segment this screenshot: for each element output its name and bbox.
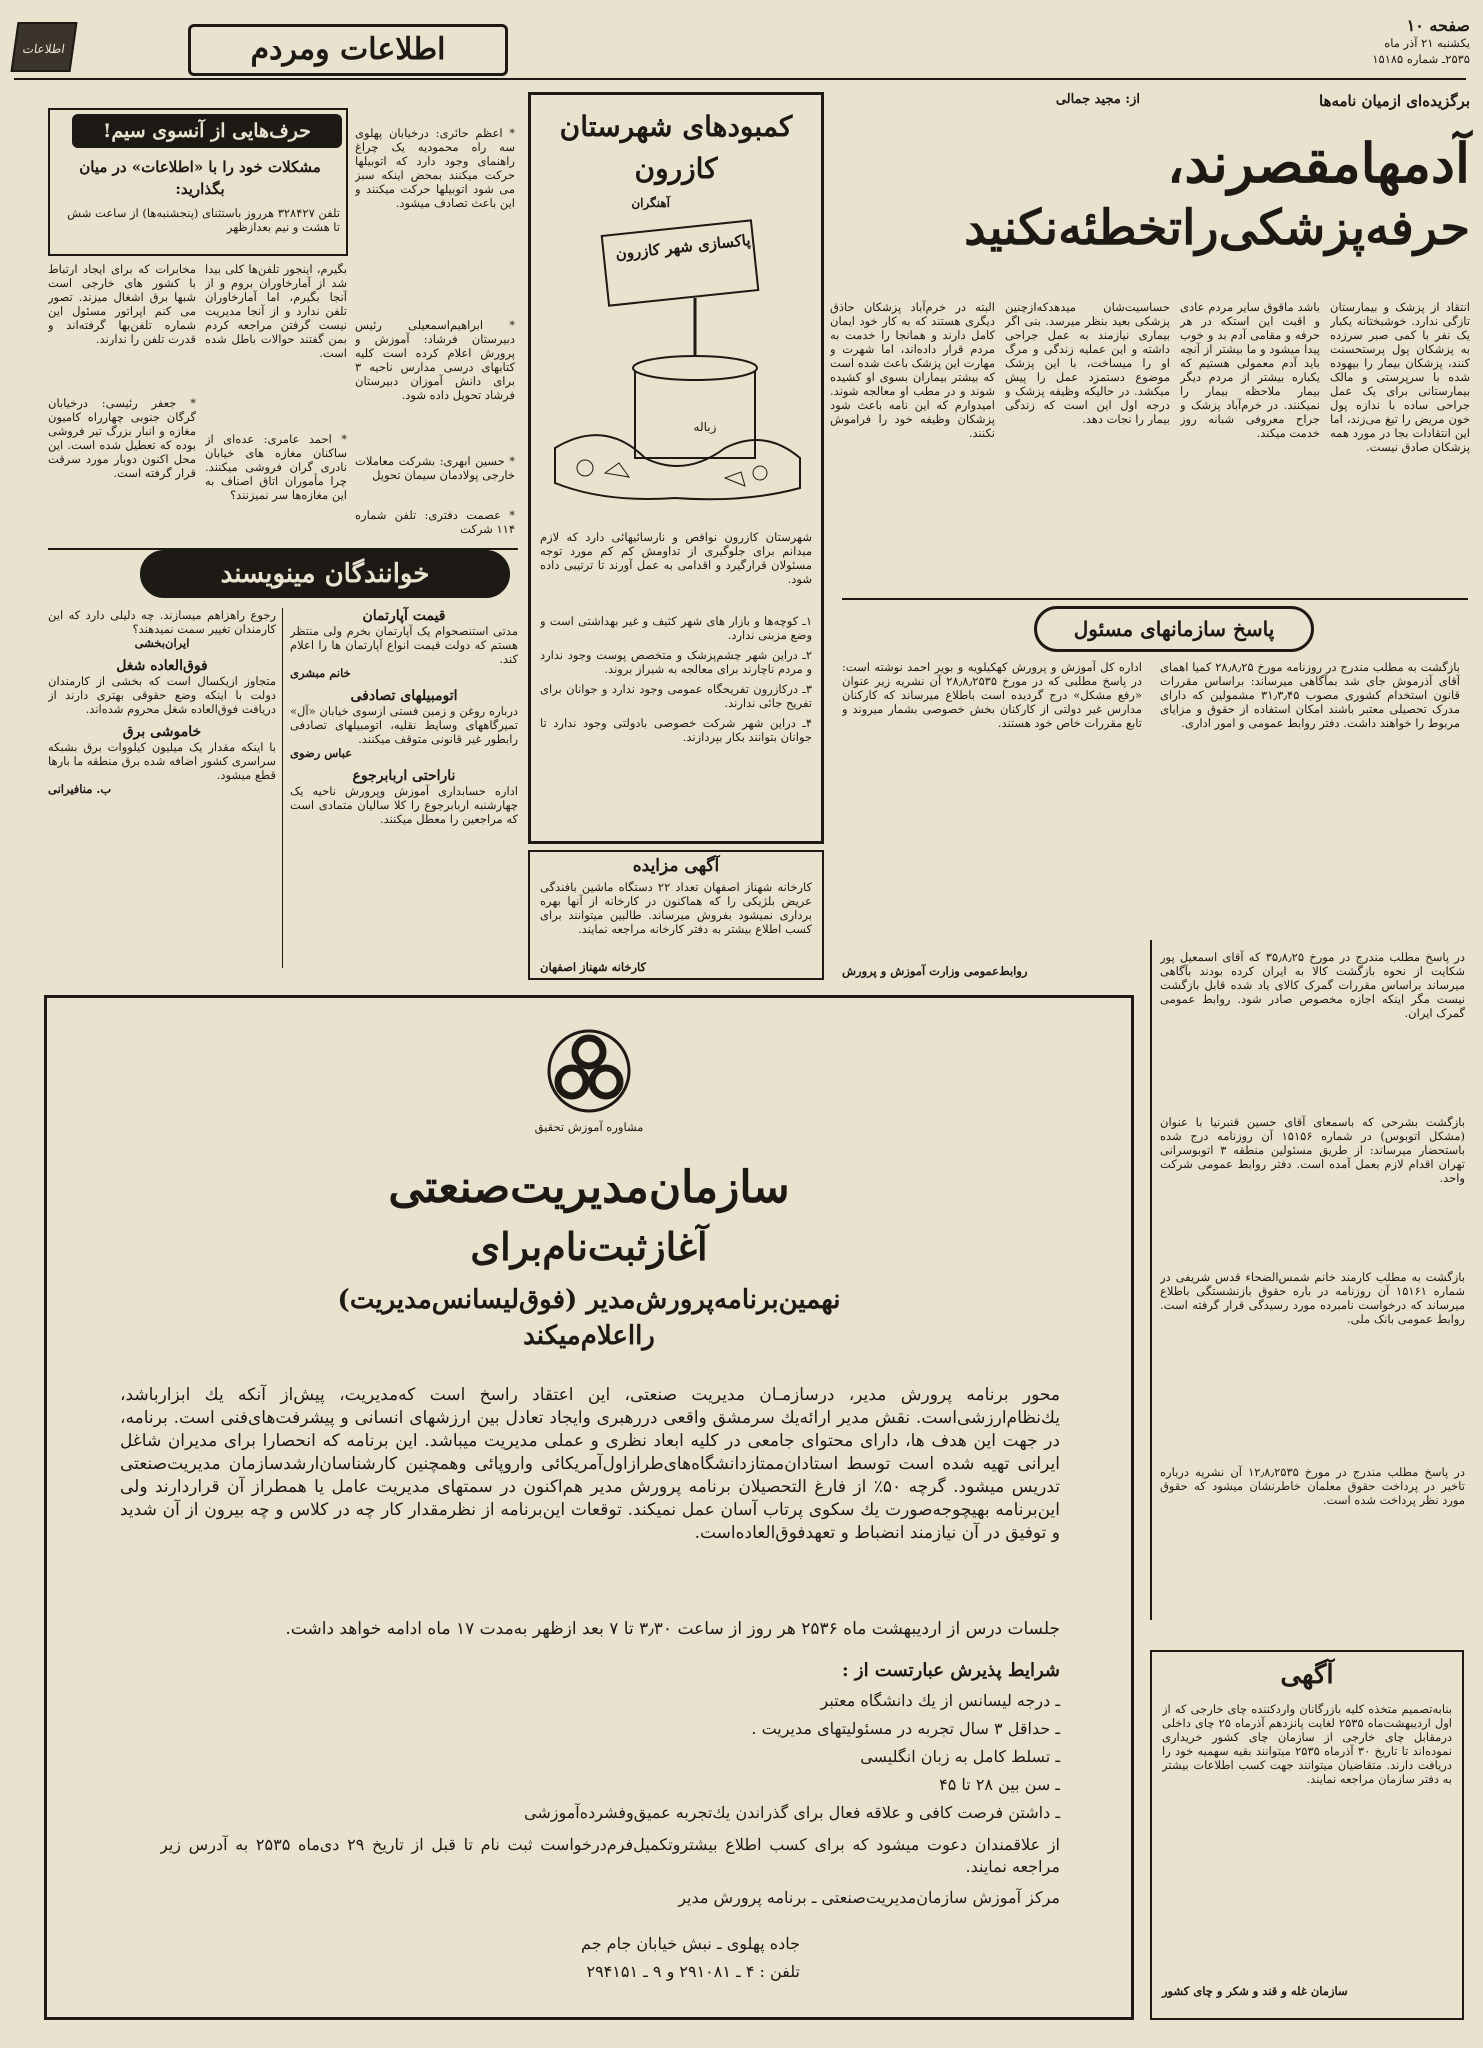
reader-letter-body: درباره روغن و زمین فستی ازسوی خیابان «آل» تمیرگاههای وسایط نقلیه، اتومبیلهای تصادفی رابطور غیر قانونی متوقف میکنند.: [290, 704, 518, 746]
reader-letter-sign: ب. منافیرانی: [48, 782, 112, 796]
pasokh-sign: روابط‌عمومی وزارت آموزش و پرورش: [842, 964, 1028, 978]
kamboud-title: کمبودهای شهرستان: [559, 110, 793, 143]
ad-address: جاده پهلوی ـ نبش خیابان جام جم: [581, 1934, 800, 1953]
kamboud-byline: آهنگران: [631, 196, 670, 210]
feature-col-3: حساسیت‌شان میدهدکه‌ازچنین پزشکی بعید بنظر میرسد. بنی اگر بیماری نیازمند به عمل جراحی داشته و این عملیه زندگی و مرگ او را میساخت، با این پزشک موضوع دستمزد عمل را پیش میکشد. در حالیکه وظیفه پزشک و درجه اول این است که زندگی بیمار را نجات دهد.: [1005, 300, 1170, 426]
harfha-right-3: * حسین ابهری: بشرکت معاملات خارجی پولادمان سیمان تحویل: [355, 454, 515, 482]
far-right-body-1: در پاسخ مطلب مندرج در مورخ ۳۵٫۸٫۲۵ که آقای اسمعیل پور شکایت از نحوه بازگشت کالا به ایران کرده بودند بآگاهی میرساند براساس مقررات گمرک کالای یاد شده قابل بازگشت نیست مگر اینکه اجازه مخصوص صادر شود. روابط عمومی گمرک ایران.: [1160, 950, 1465, 1020]
reader-letter-body: رجوع راهزاهم میسازند. چه دلیلی دارد که این کارمندان تغییر سمت نمیدهند؟: [48, 608, 276, 636]
reader-letter-heading: قیمت آپارتمان: [362, 608, 446, 624]
agahi-mozayede-body: کارخانه شهناز اصفهان تعداد ۲۲ دستگاه ماشین بافندگی عریض بلژیکی را که هماکنون در کارخانه از آنها بهره برداری نمیشود بفروش میرساند. طالبین میتوانند برای کسب اطلاع بیشتر به دفتر کارخانه مراجعه نمایند.: [540, 880, 812, 936]
agahi-mozayede-title: آگهی مزایده: [632, 856, 720, 876]
reader-letter-body: با اینکه مقدار یک میلیون کیلووات برق بشبکه سراسری کشور اضافه شده برق منطقه ما بارها قطع میشود.: [48, 740, 276, 782]
reader-letter-sign: خانم مبشری: [290, 666, 351, 680]
kamboud-intro: شهرستان کازرون نوافص و نارسائیهائی دارد که لازم میدانم برای جلوگیری از تداومش کم کم مورد توجه مسئولان قرارگیرد و اقدامی به عمل آورند تا ترتیبی داده شود.: [540, 530, 812, 586]
ad-schedule: جلسات درس از اردیبهشت ماه ۲۵۳۶ هر روز از ساعت ۳٫۳۰ تا ۷ بعد ازظهر به‌مدت ۱۷ ماه ادامه خواهد داشت.: [285, 1619, 1060, 1639]
reader-letter-heading: فوق‌العاده شغل: [116, 658, 208, 674]
feature-col-4: البته در خرم‌آباد پزشکان حاذق دیگری هستند که به کار خود ایمان کامل دارند و همانجا را خدمت به مردم قرار داده‌اند، اما شهرت و مهارت این پزشک باعث شده است که بیشتر بیماران بسوی او کشیده شوند و در مطب او معالجه شوند. امیدوارم که این نامه باعث شود پزشکان وظیفه خود را فراموش نکنند.: [830, 300, 995, 440]
feature-kicker: برگزیده‌ای ازمیان نامه‌ها: [1319, 92, 1470, 110]
reader-letter-body: اداره حسابداری آموزش وپرورش ناحیه یک چهارشنبه اربابرجوع را کلا سالیان متمادی است که مراجعین را معطل میکنند.: [290, 784, 518, 826]
kamboud-item: ۴ـ دراین شهر شرکت خصوصی بادولتی وجود ندارد تا جوانان بتوانند بکار بپردازند.: [540, 716, 812, 744]
harfha-mid-1: بگیرم، اینجور تلفن‌ها کلی بیدا شد از آمارخاوران بروم و از آنجا بگیرم، اما آمارخاوران تلفن ندارد و از آنجا مدیریت نیست گرفتن مراجعه کردم بمن گفتند حوالات باطل شده است.: [205, 262, 347, 360]
ad-criteria-list: [360, 1690, 1060, 1830]
kamboud-cartoon-sign: پاکسازی شهر کازرون: [614, 230, 752, 264]
ad-logo-icon: [546, 1028, 632, 1114]
harfha-right-2: * ابراهیم‌اسمعیلی رئیس دبیرستان فرشاد: آموزش و پرورش اعلام کرده است کلیه کتابهای درسی مدارس ناحیه ۳ برای دانش آموزان دبیرستان فرشاد تحویل داده شود.: [355, 318, 515, 402]
kamboud-item: ۲ـ دراین شهر چشم‌پزشک و متخصص پوست وجود ندارد و مردم ناچارند برای معالجه به شیراز بروند.: [540, 648, 812, 676]
reader-letter-heading: ناراحتی اربابرجوع: [352, 768, 456, 784]
ad-center: مرکز آموزش سازمان‌مدیریت‌صنعتی ـ برنامه پرورش مدیر: [678, 1888, 1060, 1907]
pasokh-col-right: بازگشت به مطلب مندرج در روزنامه مورخ ۲۸٫۸٫۲۵ کمیا اهمای آقای آذرموش جای شد بمآگاهی میرساند: براساس مقررات قانون استخدام کشوری مصوب ۳۱٫۳٫۴۵ مشمولین که دارای مدرک تحصیلی معتبر باشند امکان استفاده از حقوق و مزایای مربوط را خواهند داشت. دفتر روابط عمومی و امور اداری.: [1160, 660, 1460, 730]
reader-letter-sign: عباس رضوی: [290, 746, 353, 760]
khanandegan-banner: خوانندگان مینویسند: [140, 550, 510, 598]
harfha-left-2: * جعفر رئیسی: درخیابان گرگان جنوبی چهارراه کامیون مغازه و انبار بزرگ تیر فروشی بوده که تعطیل شده است. این محل اکنون دوبار مورد سرقت قرار گرفته است.: [48, 396, 196, 480]
kamboud-subtitle: کازرون: [634, 152, 718, 185]
ad-logo-caption: مشاوره آموزش تحقیق: [534, 1120, 644, 1134]
ad-criteria-title: شرایط پذیرش عبارتست از :: [842, 1660, 1060, 1681]
date-line: یکشنبه ۲۱ آذر ماه: [1384, 36, 1470, 50]
harfha-mid-2: * احمد عامری: عده‌ای از ساکنان مغازه های خیابان نادری گران فروشی میکنند. چرا مأموران اتاق اصناف به این مغازه‌ها سر نمیزنند؟: [205, 432, 347, 502]
ad-criterion: ـ سن بین ۲۸ تا ۴۵: [939, 1775, 1060, 1794]
agahi-chai-body: بنابه‌تصمیم متخذه کلیه بازرگانان واردکننده چای خارجی که از اول اردیبهشت‌ماه ۲۵۳۵ لغایت پانزدهم آذرماه ۲۵ چای داخلی درمقابل چای خارجی از سازمان چای کشور خریداری نموده‌اند تا تاریخ ۳۰ آذرماه ۲۵۳۵ میتوانند بقیه سهمیه خود را دریافت دارند. متقاضیان میتوانند جهت کسب اطلاعات بیشتر به دفتر سازمان مراجعه نمایند.: [1162, 1702, 1452, 1786]
khanandegan-left-column: [48, 608, 276, 978]
agahi-chai-title: آگهی: [1280, 1660, 1334, 1690]
ad-program: نهمین‌برنامه‌پرورش‌مدیر (فوق‌لیسانس‌مدیریت): [337, 1285, 841, 1315]
page-number: صفحه ۱۰: [1406, 16, 1470, 35]
reader-letter-heading: اتومبیلهای تصادفی: [350, 688, 458, 704]
feature-headline-2: حرفه‌پزشکی‌راتخطئه‌نکنید: [964, 200, 1470, 256]
ad-phone: تلفن : ۴ ـ ۲۹۱۰۸۱ و ۹ ـ ۲۹۴۱۵۱: [586, 1962, 800, 1981]
harfha-right-1: * اعظم حائری: درخیابان پهلوی سه راه محمودیه یک چراغ راهنمای وجود دارد که اتوبیلها حرکت میکنند بمحض اینکه سبز می شود اتوبیلها حرکت میکنند و این باعث تصادف میشود.: [355, 126, 515, 210]
ad-body: محور برنامه پرورش مدیر، درسازمـان مدیریت صنعتی، این اعتقاد راسخ است که‌مدیریت، پیش‌از آنکه یك ابزارباشد، یك‌نظام‌ارزشی‌است. نقش مدیر ارائه‌یك سرمشق واقعی دررهبری وایجاد تعادل بین ارزشهای انسانی و پیشرفت‌های‌فنی است. برنامه، در جهت این هدف ها، دارای محتوای جامعی در کلیه ابعاد نظری و عملی مدیریت میباشد. این برنامه که انحصارا برای مدیران شاغل ایرانی تهیه شده است توسط استادان‌ممتازدانشگاه‌های‌طرازاول‌آمریکائی واروپائی وهمچنین کارشناسان‌ارشدسازمان مدیریت‌صنعتی تدریس میشود. گرچه ۵۰٪ از فارغ التحصیلان برنامه پرورش مدیر هم‌اکنون در سمتهای مدیریت عامل یا همطراز آن قراردارند ولی این‌برنامه بهیچوجه‌صورت یك سکوی پرتاب آسان عمل نمیکند. توقعات این‌برنامه از نظرمقدار کار چه در کلاس و چه بیرون از آن شدید و توفیق در آن نیازمند انضباط و تعهدفوق‌العاده‌است.: [120, 1385, 1060, 1543]
kamboud-item: ۳ـ درکازرون تفریحگاه عمومی وجود ندارد و جوانان برای تفریح جائی ندارند.: [540, 682, 812, 710]
issue-line: ۲۵۳۵ـ شماره ۱۵۱۸۵: [1372, 52, 1470, 66]
section-title: اطلاعات ومردم: [188, 24, 508, 76]
corner-logo: اطلاعات: [10, 22, 77, 72]
ad-invite: از علاقمندان دعوت میشود که برای کسب اطلاع بیشتروتکمیل‌فرم‌درخواست ثبت نام تا قبل از تاریخ ۲۹ دی‌ماه ۲۵۳۵ به آدرس زیر مراجعه نمایند.: [160, 1835, 1060, 1876]
ad-criterion: ـ حداقل ۳ سال تجربه در مسئولیتهای مدیریت .: [751, 1719, 1060, 1738]
ad-criterion: ـ داشتن فرصت کافی و علاقه فعال برای گذراندن یك‌تجربه عمیق‌وفشرده‌آموزشی: [523, 1803, 1060, 1822]
reader-letter-sign: ایران‌بخشی: [134, 636, 190, 650]
feature-col-1: انتقاد از پزشک و بیمارستان تازگی ندارد. خوشبختانه یکبار یک نفر با کمی صبر سرزده به پزشکان پول پرستحسنت کنند، پزشکان بیمار را بیهوده شده با سرپرستی و مالک بیمارستانی برای یک عمل جراحی ساده با ندازه پول خون مریض را تیغ می‌زند، اما این انتقادات بجا در مورد همه پزشکان صادق نیست.: [1330, 300, 1470, 454]
agahi-chai-sign: سازمان غله و قند و شکر و چای کشور: [1162, 1984, 1348, 1998]
far-right-body-4: در پاسخ مطلب مندرج در مورخ ۱۲٫۸٫۲۵۳۵ آن نشریه درباره تاخیر در پرداخت حقوق معلمان خاطرنشان میشود که حقوق مورد نظر پرداخت شده است.: [1160, 1465, 1465, 1507]
ad-criterion: ـ درجه لیسانس از یك دانشگاه معتبر: [820, 1691, 1060, 1710]
reader-letter-body: مدتی استنصحوام یک آپارتمان بخرم ولی منتظر هستم که دولت قیمت انواع آپارتمان ها را اعلام کند.: [290, 624, 518, 666]
feature-headline-1: آدمهامقصرند،: [1167, 131, 1470, 195]
pasokh-rule: [842, 598, 1468, 600]
ad-title: سازمان‌مدیریت‌صنعتی: [388, 1162, 790, 1213]
ad-subtitle: آغازثبت‌نام‌برای: [470, 1224, 708, 1269]
ad-criterion: ـ تسلط کامل به زبان انگلیسی: [860, 1747, 1060, 1766]
harfha-banner: حرف‌هایی از آنسوی سیم!: [72, 114, 342, 148]
harfha-left-1: مخابرات که برای ایجاد ارتباط با کشور های خارجی است شبها برق اشغال میزند. تصور می کنم اپراتور مسئول این شماره تلفن‌بها گرفته‌اند و قدرت تلفن را ندارند.: [48, 262, 196, 346]
harfha-headline: مشکلات خود را با «اطلاعات» در میان بگذارید:: [79, 158, 321, 198]
kamboud-items: [540, 614, 812, 839]
pasokh-col-left: اداره کل آموزش و پرورش کهکیلویه و بویر احمد نوشته است: در پاسخ مطلبی که در مورخ ۲۸٫۸٫۲۵۳۵ آن نشریه زیر عنوان «رفع مشکل» درج گردیده است باطلاع میرساند که کارکنان مدارس غیر دولتی از کارکنان بخش خصوصی بشمار میروند و تابع مقررات خاص خود هستند.: [842, 660, 1142, 730]
feature-col-2: باشد ماقوق سایر مردم عادی و اقبت این استکه در هر حرفه و مقامی آدم بد و خوب پیدا میشود و ما بیشتر از آنچه باید آدم معمولی هستیم که یکباره بیشتر از مردم دیگر بیمار ملاحظه بیمار را نمیکنند. در خرم‌آباد پزشک و جراح معروفی شبانه روز خدمت میکند.: [1180, 300, 1320, 440]
far-right-divider: [1150, 940, 1152, 1620]
far-right-body-2: بازگشت بشرحی که باسمعای آقای حسین قنبرنیا با عنوان (مشکل اتوبوس) در شماره ۱۵۱۵۶ آن روزنامه درج شده باستحضار میرساند: از طریق مسئولین منطقه ۳ اتوبوسرانی تهران اقدام لازم بعمل آمده است. دفتر روابط عمومی شرکت واحد.: [1160, 1115, 1465, 1185]
harfha-phone: تلفن ۳۲۸۴۲۷ هرروز باستثنای (پنجشنبه‌ها) از ساعت شش تا هشت و نیم بعدازظهر: [67, 206, 340, 234]
feature-byline: از: مجید جمالی: [1055, 92, 1140, 107]
reader-letter-body: متجاوز ازیکسال است که بخشی از کارمندان دولت با اینکه وضع حقوقی بهتری دارند از دریافت فوق‌العاده شغل محروم شده‌اند.: [48, 674, 276, 716]
harfha-right-4: * عصمت دفتری: تلفن شماره ۱۱۴ شرکت: [355, 508, 515, 536]
kamboud-cartoon-bin-label: زباله: [693, 420, 717, 434]
reader-letter-heading: خاموشی برق: [122, 724, 202, 740]
agahi-mozayede-sign: کارخانه شهناز اصفهان: [540, 960, 647, 974]
khanandegan-divider: [282, 608, 283, 968]
masthead-rule-top: [14, 78, 1466, 80]
ad-announce: رااعلام‌میکند: [523, 1321, 655, 1351]
khanandegan-right-column: [290, 608, 518, 978]
far-right-body-3: بازگشت به مطلب کارمند خانم شمس‌الضحاء قدس شریفی در شماره ۱۵۱۶۱ آن روزنامه در باره حقوق بازنشستگی باطلاع میرساند که درخواست نامبرده مورد رسیدگی قرار گرفته است. روابط عمومی بانک ملی.: [1160, 1270, 1465, 1326]
pasokh-banner: پاسخ سازمانهای مسئول: [1034, 606, 1314, 652]
kamboud-cartoon: [545, 218, 807, 508]
kamboud-item: ۱ـ کوچه‌ها و بازار های شهر کثیف و غیر بهداشتی است و وضع مزبنی ندارد.: [540, 614, 812, 642]
